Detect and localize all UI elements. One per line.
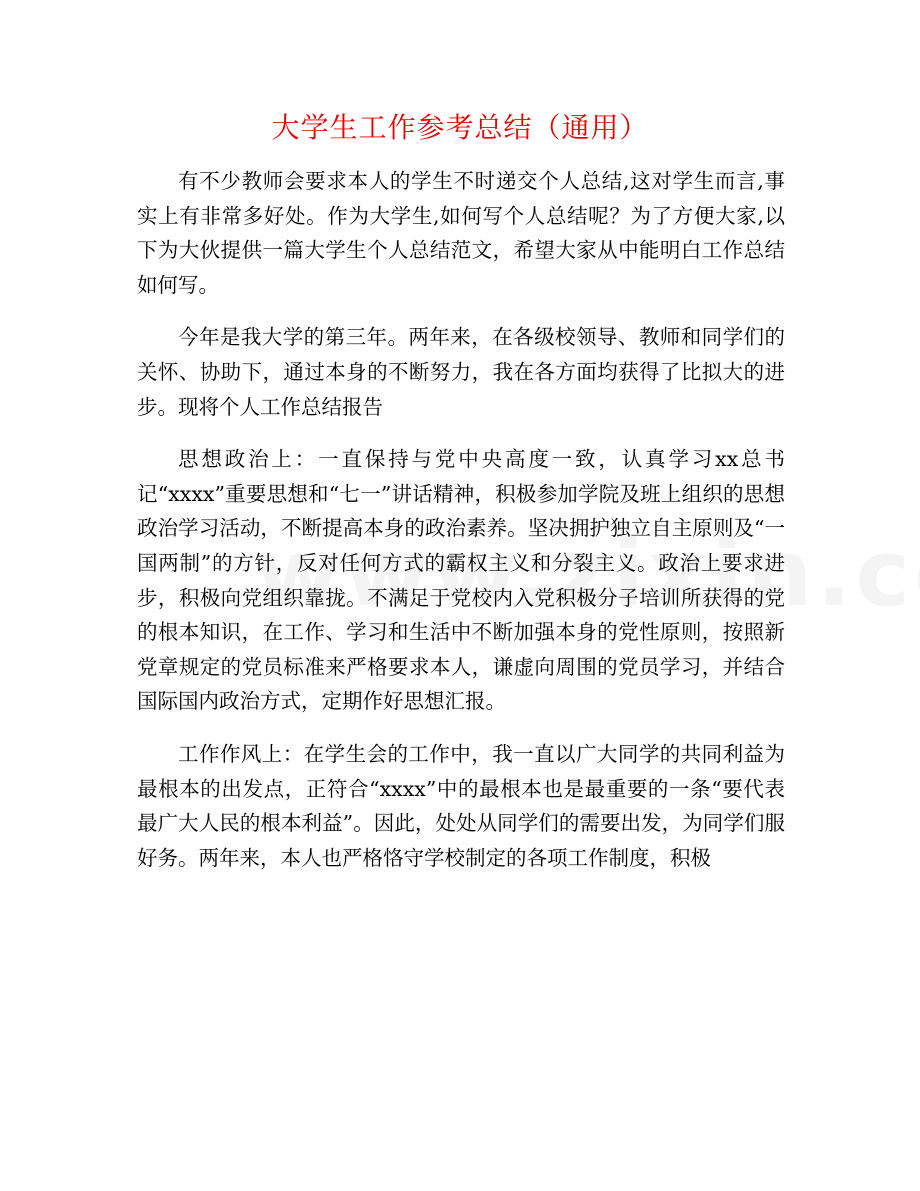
paragraph-work-style: 工作作风上：在学生会的工作中，我一直以广大同学的共同利益为最根本的出发点，正符合“xxxx”中的最根本也是最重要的一条“要代表最广大人民的根本利益”。因此，处处从同学们的需要出发，为同学们服好务。两年来，本人也严格恪守学校制定的各项工作制度，积极: [137, 741, 785, 870]
paragraph-overview: 今年是我大学的第三年。两年来，在各级校领导、教师和同学们的关怀、协助下，通过本身的不断努力，我在各方面均获得了比拟大的进步。现将个人工作总结报告: [137, 325, 785, 419]
paragraph-political-thought: 思想政治上：一直保持与党中央高度一致，认真学习xx总书记“xxxx”重要思想和“七一”讲话精神，积极参加学院及班上组织的思想政治学习活动，不断提高本身的政治素养。坚决拥护独立自主原则及“一国两制”的方针，反对任何方式的霸权主义和分裂主义。政治上要求进步，积极向党组织靠拢。不满足于党校内入党积极分子培训所获得的党的根本知识，在工作、学习和生活中不断加强本身的党性原则，按照新党章规定的党员标准来严格要求本人，谦虚向周围的党员学习，并结合国际国内政治方式，定期作好思想汇报。: [137, 447, 785, 714]
document-body: [137, 164, 785, 893]
document-title: 大学生工作参考总结（通用）: [271, 111, 649, 144]
paragraph-intro: 有不少教师会要求本人的学生不时递交个人总结,这对学生而言,事实上有非常多好处。作为大学生,如何写个人总结呢？为了方便大家,以下为大伙提供一篇大学生个人总结范文，希望大家从中能明白工作总结如何写。: [137, 169, 785, 297]
